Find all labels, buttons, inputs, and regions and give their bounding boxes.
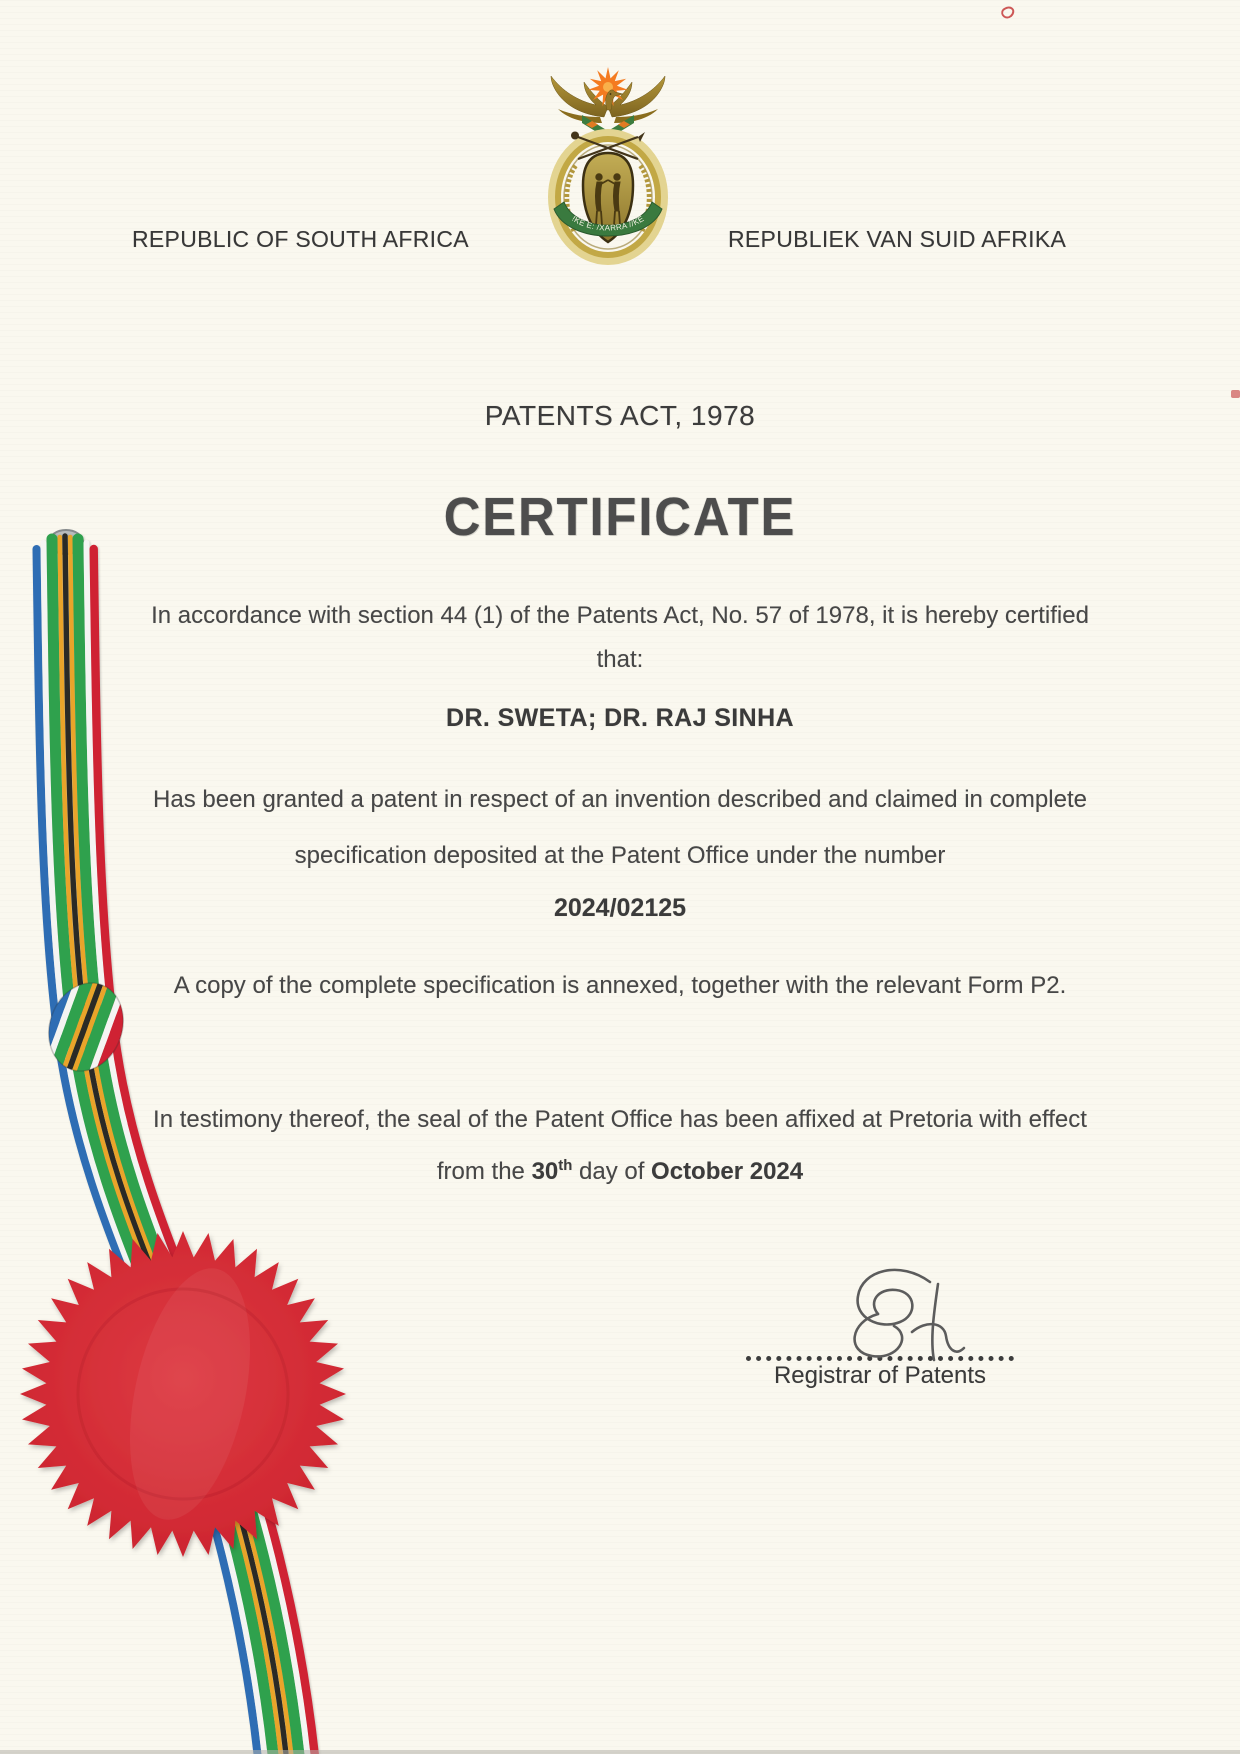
- grant-line-1: Has been granted a patent in respect of an invention described and claimed in complete: [153, 786, 1087, 813]
- intro-line-2: that:: [596, 646, 644, 673]
- testimony-line: In testimony thereof, the seal of the Patent Office has been affixed at Pretoria with effect: [153, 1106, 1087, 1133]
- act-title: PATENTS ACT, 1978: [484, 400, 756, 431]
- date-day: 30: [531, 1158, 559, 1185]
- grant-line-2: specification deposited at the Patent Office under the number: [294, 842, 946, 869]
- patentee-names: DR. SWETA; DR. RAJ SINHA: [445, 704, 795, 732]
- scan-edge-line: [0, 1750, 1240, 1754]
- bird-eye: [610, 93, 612, 95]
- patent-number: 2024/02125: [553, 894, 687, 922]
- date-month-year: October 2024: [651, 1158, 804, 1185]
- coat-of-arms-motto: !KE E: /XARRA //KE: [570, 214, 646, 233]
- south-africa-coat-of-arms-icon: [538, 64, 678, 266]
- seal-emboss-ring: [78, 1289, 288, 1499]
- intro-line: In accordance with section 44 (1) of the Patents Act, No. 57 of 1978, it is hereby certified: [151, 602, 1089, 629]
- certificate-title: CERTIFICATE: [443, 487, 797, 547]
- date-ordinal: th: [558, 1158, 573, 1174]
- effective-date-line: [70, 1158, 1170, 1186]
- knobkierie-knob: [571, 132, 579, 140]
- red-wax-seal: [20, 1231, 346, 1557]
- country-name-afrikaans: REPUBLIEK VAN SUID AFRIKA: [728, 226, 1067, 252]
- edge-mark: [1231, 390, 1240, 398]
- date-prefix: from the: [436, 1158, 532, 1185]
- signatory-title: Registrar of Patents: [773, 1362, 987, 1389]
- signature-dotted-line: [746, 1342, 1014, 1361]
- annex-line: A copy of the complete specification is annexed, together with the relevant Form P2.: [173, 972, 1067, 999]
- seal-starburst: [20, 1231, 346, 1557]
- seal-highlight: [110, 1257, 271, 1530]
- country-name-english: REPUBLIC OF SOUTH AFRICA: [132, 226, 469, 252]
- pen-mark: [1002, 8, 1013, 18]
- date-middle: day of: [572, 1158, 652, 1185]
- punch-hole: [49, 530, 83, 554]
